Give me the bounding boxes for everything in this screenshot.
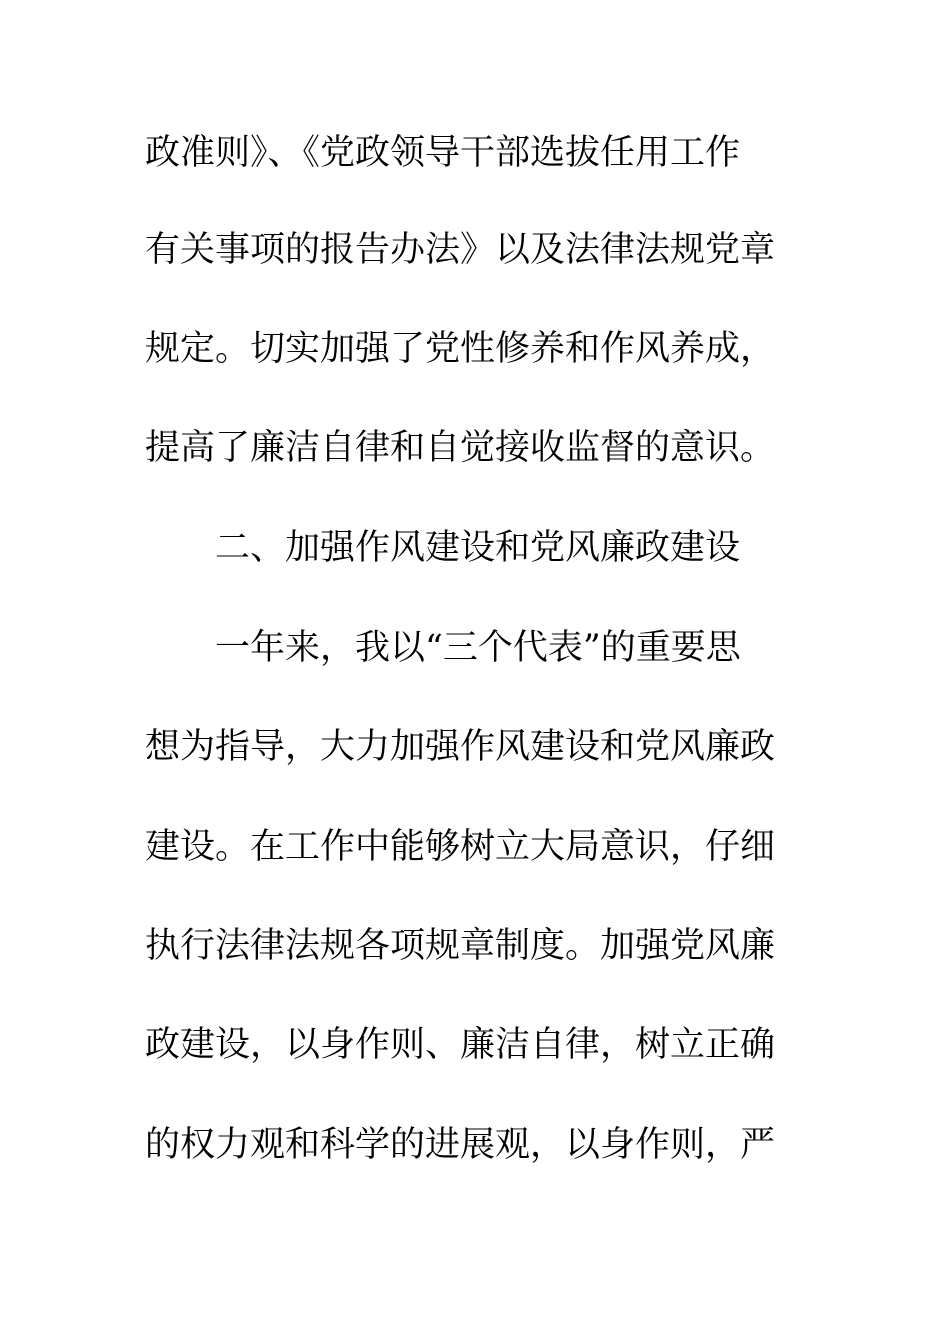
text-line-4: 提高了廉洁自律和自觉接收监督的意识。 [145,428,776,468]
text-line-11: 的权力观和科学的进展观，以身作则，严 [145,1125,776,1165]
text-line-3: 规定。切实加强了党性修养和作风养成， [145,329,776,369]
text-line-9: 执行法律法规各项规章制度。加强党风廉 [145,926,776,966]
section-heading: 二、加强作风建设和党风廉政建设 [215,528,741,568]
text-line-10: 政建设，以身作则、廉洁自律，树立正确 [145,1025,776,1065]
text-line-6: 一年来，我以“三个代表”的重要思 [215,628,741,668]
text-line-2: 有关事项的报告办法》以及法律法规党章 [145,230,776,270]
text-line-8: 建设。在工作中能够树立大局意识，仔细 [145,827,776,867]
text-line-1: 政准则》、《党政领导干部选拔任用工作 [145,133,741,173]
text-line-7: 想为指导，大力加强作风建设和党风廉政 [145,727,776,767]
